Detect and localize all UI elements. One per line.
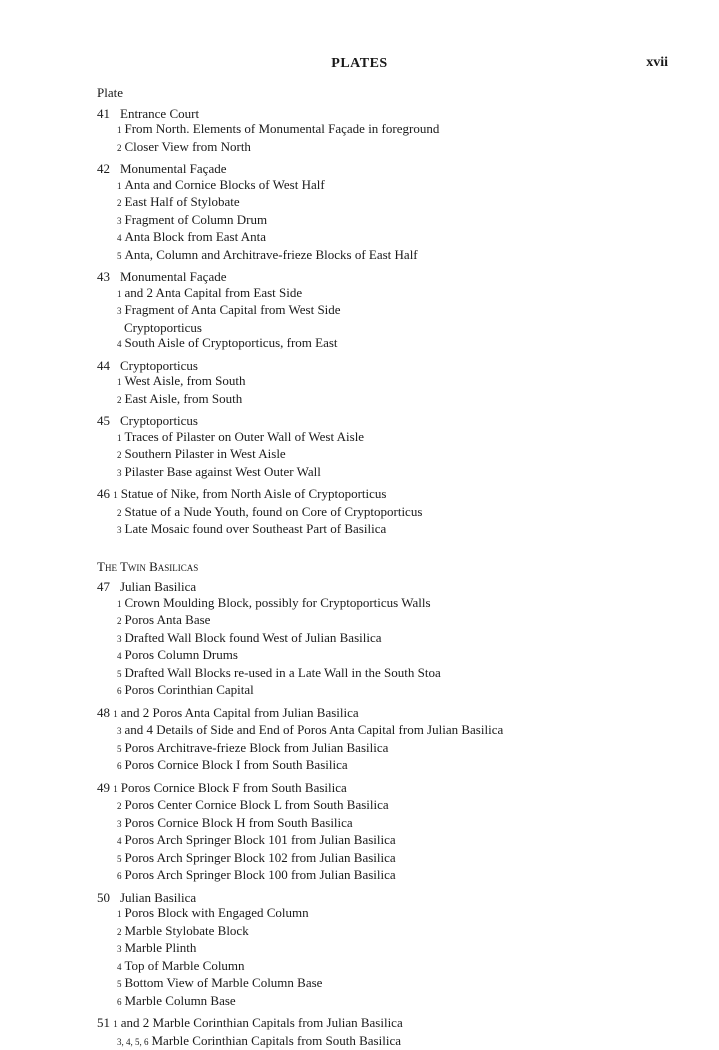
sub-item-number: 2 [117, 506, 122, 522]
plate-entry-heading [97, 413, 697, 429]
plate-number: 48 [97, 705, 110, 721]
sub-item-text: Drafted Wall Block found West of Julian Basilica [125, 630, 382, 645]
sub-item-text: Anta Block from East Anta [125, 229, 267, 244]
plate-group [97, 269, 697, 353]
sub-item-number: 2 [117, 799, 122, 815]
plate-number: 47 [97, 579, 110, 595]
sub-item [97, 647, 697, 665]
sub-item-number: 2 [117, 141, 122, 157]
sub-item-number: 5 [117, 249, 122, 265]
sub-item [97, 923, 697, 941]
sub-item-text: Bottom View of Marble Column Base [125, 975, 323, 990]
sub-item [97, 302, 697, 320]
sub-item-number: 1 [117, 431, 122, 447]
sub-item-number: 3 [117, 523, 122, 539]
sub-item-number: 1 [113, 709, 118, 719]
sub-item [97, 832, 697, 850]
sub-item [97, 993, 697, 1011]
sub-item [97, 121, 697, 139]
sub-item-number: 3 [117, 304, 122, 320]
sub-item-number: 4 [117, 649, 122, 665]
plate-number: 51 [97, 1015, 110, 1031]
plate-title: Entrance Court [120, 106, 199, 121]
sub-item-text: Poros Cornice Block F from South Basilica [121, 780, 347, 795]
sub-item [97, 464, 697, 482]
plate-entry-heading [97, 579, 697, 595]
section-heading: The Twin Basilicas [97, 559, 697, 575]
sub-item-text: Statue of a Nude Youth, found on Core of Cryptoporticus [125, 504, 423, 519]
sub-item-number: 4 [117, 337, 122, 353]
sub-item [97, 320, 697, 336]
plate-groups-part-2 [97, 579, 697, 1050]
sub-item [97, 391, 697, 409]
sub-item-text: Fragment of Column Drum [125, 212, 268, 227]
plate-group [97, 579, 697, 700]
sub-item-text: Traces of Pilaster on Outer Wall of West Aisle [125, 429, 365, 444]
sub-item [97, 247, 697, 265]
sub-item [97, 682, 697, 700]
plate-number: 46 [97, 486, 110, 502]
sub-item [97, 757, 697, 775]
page-header-title: PLATES [0, 56, 719, 72]
sub-item [97, 335, 697, 353]
sub-item-number: 3 [117, 466, 122, 482]
plate-entry-heading [97, 890, 697, 906]
sub-item-text: Pilaster Base against West Outer Wall [125, 464, 321, 479]
sub-item-number: 6 [117, 869, 122, 885]
plate-title: Cryptoporticus [120, 358, 198, 373]
sub-item [97, 867, 697, 885]
sub-item-number: 5 [117, 742, 122, 758]
sub-item [97, 446, 697, 464]
sub-item [97, 194, 697, 212]
plate-group [97, 1015, 697, 1050]
sub-item-number: 1 [117, 287, 122, 303]
sub-item-number: 2 [117, 448, 122, 464]
sub-item [97, 630, 697, 648]
sub-item-text: Poros Column Drums [125, 647, 238, 662]
sub-item-text: Drafted Wall Blocks re-used in a Late Wall in the South Stoa [125, 665, 441, 680]
sub-item-number: 1 [117, 907, 122, 923]
sub-item [97, 975, 697, 993]
plate-group [97, 890, 697, 1011]
sub-item [97, 521, 697, 539]
plate-entry-heading [97, 705, 697, 723]
sub-item-text: Late Mosaic found over Southeast Part of Basilica [125, 521, 387, 536]
sub-item-number: 1 [117, 123, 122, 139]
sub-item-number: 1 [117, 597, 122, 613]
plate-number: 45 [97, 413, 110, 429]
plate-number: 50 [97, 890, 110, 906]
sub-item [97, 797, 697, 815]
plate-number: 41 [97, 106, 110, 122]
plate-title: Monumental Façade [120, 161, 227, 176]
sub-item-text: Crown Moulding Block, possibly for Cryptoporticus Walls [125, 595, 431, 610]
plate-group [97, 413, 697, 481]
plate-title: Julian Basilica [120, 890, 196, 905]
plate-entry-heading [97, 486, 697, 504]
sub-item-number: 6 [117, 995, 122, 1011]
sub-item-number: 3 [117, 214, 122, 230]
sub-item-text: and 2 Poros Anta Capital from Julian Basilica [121, 705, 359, 720]
plate-title: Julian Basilica [120, 579, 196, 594]
sub-item-number: 1 [117, 179, 122, 195]
sub-item-number: 6 [117, 759, 122, 775]
sub-item [97, 285, 697, 303]
sub-item [97, 612, 697, 630]
sub-item-number: 1 [117, 375, 122, 391]
sub-item-number: 2 [117, 393, 122, 409]
sub-item-text: From North. Elements of Monumental Façade in foreground [125, 121, 440, 136]
sub-item-number: 2 [117, 925, 122, 941]
sub-item [97, 139, 697, 157]
sub-item [97, 429, 697, 447]
plate-entry-heading [97, 106, 697, 122]
sub-item-text: Fragment of Anta Capital from West Side [125, 302, 341, 317]
sub-item-text: Poros Arch Springer Block 100 from Julian Basilica [125, 867, 396, 882]
sub-item-text: Poros Arch Springer Block 102 from Julian Basilica [125, 850, 396, 865]
sub-item-text: and 2 Marble Corinthian Capitals from Julian Basilica [121, 1015, 403, 1030]
plate-title: Monumental Façade [120, 269, 227, 284]
sub-item-number: 2 [117, 614, 122, 630]
sub-item-text: Poros Center Cornice Block L from South Basilica [125, 797, 389, 812]
plate-number: 42 [97, 161, 110, 177]
sub-item [97, 177, 697, 195]
sub-item-text: Anta and Cornice Blocks of West Half [125, 177, 325, 192]
plate-group [97, 780, 697, 885]
sub-item-text: and 4 Details of Side and End of Poros Anta Capital from Julian Basilica [125, 722, 504, 737]
sub-item-text: Poros Corinthian Capital [125, 682, 254, 697]
plate-entry-heading [97, 269, 697, 285]
sub-item [97, 905, 697, 923]
sub-item-text: Marble Stylobate Block [125, 923, 249, 938]
plate-entry-heading [97, 161, 697, 177]
sub-item-number: 3 [117, 632, 122, 648]
sub-item [97, 740, 697, 758]
sub-item [97, 212, 697, 230]
sub-item [97, 595, 697, 613]
sub-item-text: Cryptoporticus [124, 320, 202, 335]
plate-entry-heading [97, 358, 697, 374]
sub-item-text: Closer View from North [125, 139, 251, 154]
sub-item-text: Marble Column Base [125, 993, 236, 1008]
sub-item-text: Marble Corinthian Capitals from South Basilica [152, 1033, 402, 1048]
sub-item [97, 1033, 697, 1050]
sub-item-number: 5 [117, 852, 122, 868]
sub-item [97, 850, 697, 868]
sub-item-number: 2 [117, 196, 122, 212]
sub-item-text: Anta, Column and Architrave-frieze Blocks of East Half [125, 247, 418, 262]
plate-group [97, 358, 697, 409]
sub-item [97, 504, 697, 522]
sub-item-text: Poros Arch Springer Block 101 from Julian Basilica [125, 832, 396, 847]
sub-item-text: Poros Anta Base [125, 612, 211, 627]
plate-group [97, 161, 697, 264]
plate-groups-part-1 [97, 106, 697, 539]
sub-item [97, 722, 697, 740]
sub-item-text: and 2 Anta Capital from East Side [125, 285, 303, 300]
sub-item [97, 815, 697, 833]
page-number: xvii [646, 55, 668, 71]
sub-item-number: 3, 4, 5, 6 [117, 1035, 149, 1050]
sub-item [97, 665, 697, 683]
sub-item-number: 5 [117, 667, 122, 683]
sub-item-text: South Aisle of Cryptoporticus, from East [125, 335, 338, 350]
sub-item-number: 5 [117, 977, 122, 993]
plate-title: Cryptoporticus [120, 413, 198, 428]
sub-item-text: West Aisle, from South [125, 373, 246, 388]
sub-item-number: 3 [117, 942, 122, 958]
plate-group [97, 486, 697, 539]
sub-item [97, 373, 697, 391]
sub-item-text: Top of Marble Column [125, 958, 245, 973]
sub-item-number: 4 [117, 834, 122, 850]
sub-item-number: 4 [117, 231, 122, 247]
sub-item [97, 229, 697, 247]
sub-item-number: 1 [113, 490, 118, 500]
sub-item-number: 6 [117, 684, 122, 700]
sub-item-number: 4 [117, 960, 122, 976]
sub-item-text: East Aisle, from South [125, 391, 243, 406]
sub-item-text: Statue of Nike, from North Aisle of Cryptoporticus [121, 486, 387, 501]
sub-item-number: 3 [117, 724, 122, 740]
plate-column-heading: Plate [97, 85, 697, 101]
plate-number: 43 [97, 269, 110, 285]
plate-group [97, 705, 697, 775]
sub-item-text: Poros Architrave-frieze Block from Julian Basilica [125, 740, 389, 755]
sub-item-text: Poros Cornice Block I from South Basilica [125, 757, 348, 772]
sub-item-number: 1 [113, 784, 118, 794]
plate-group [97, 106, 697, 157]
plates-list [97, 85, 697, 1050]
sub-item-number: 1 [113, 1019, 118, 1029]
sub-item-text: Poros Block with Engaged Column [125, 905, 309, 920]
sub-item-text: Southern Pilaster in West Aisle [125, 446, 286, 461]
plate-number: 49 [97, 780, 110, 796]
plate-number: 44 [97, 358, 110, 374]
sub-item [97, 940, 697, 958]
plate-entry-heading [97, 780, 697, 798]
sub-item-text: East Half of Stylobate [125, 194, 240, 209]
sub-item [97, 958, 697, 976]
sub-item-number: 3 [117, 817, 122, 833]
sub-item-text: Poros Cornice Block H from South Basilica [125, 815, 353, 830]
sub-item-text: Marble Plinth [125, 940, 197, 955]
